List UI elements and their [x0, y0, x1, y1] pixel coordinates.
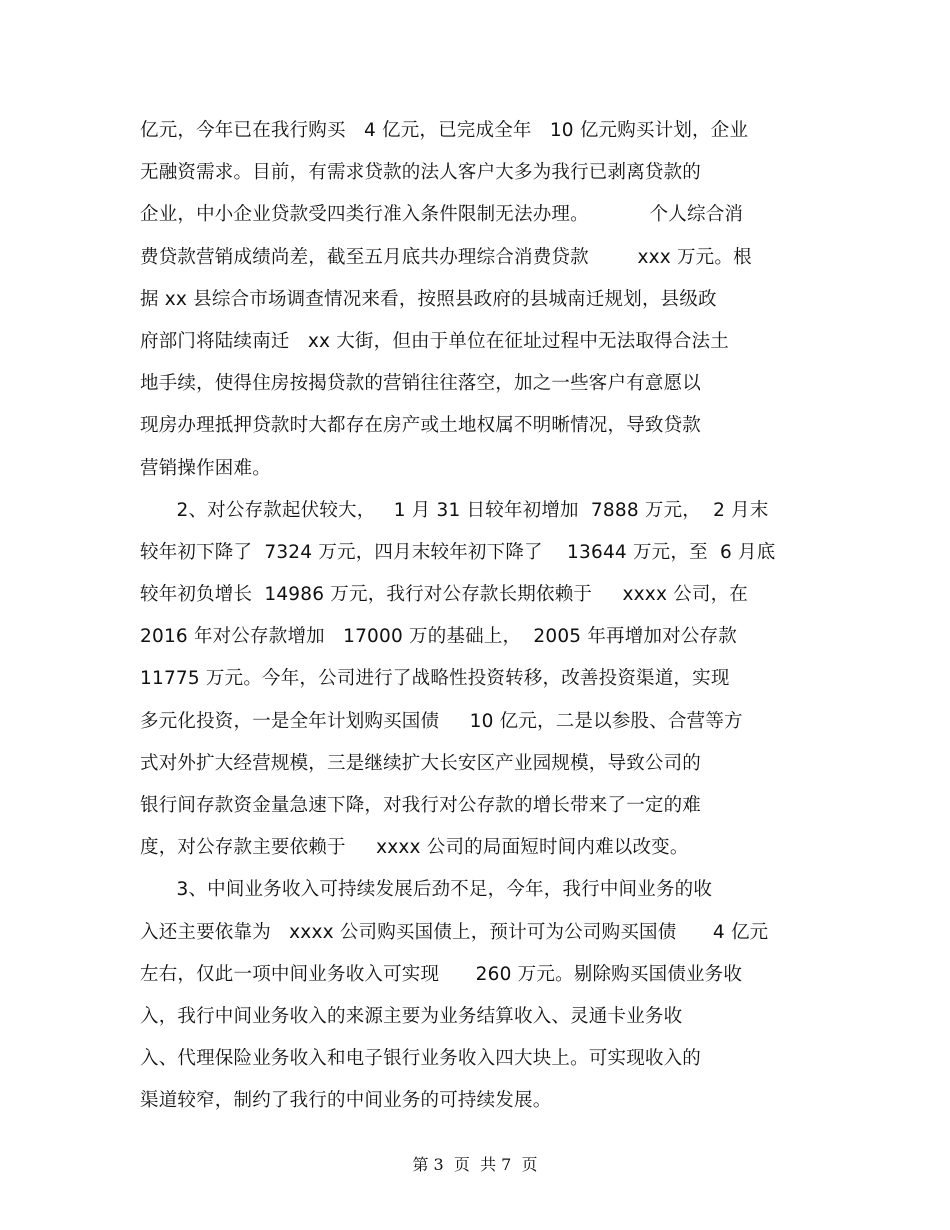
text-line-21: 左右，仅此一项中间业务收入可实现 260 万元。剔除购买国债业务收 — [140, 963, 743, 985]
text-line-20: 入还主要依靠为 xxxx 公司购买国债上，预计可为公司购买国债 4 亿元 — [140, 921, 769, 943]
text-line-2: 无融资需求。目前，有需求贷款的法人客户大多为我行已剥离贷款的 — [140, 162, 702, 184]
text-line-14: 11775 万元。今年，公司进行了战略性投资转移，改善投资渠道，实现 — [140, 668, 730, 690]
text-line-5: 据 xx 县综合市场调查情况来看，按照县政府的县城南迁规划，县级政 — [140, 288, 717, 310]
text-line-16: 式对外扩大经营规模，三是继续扩大长安区产业园规模，导致公司的 — [140, 752, 702, 774]
text-line-9: 营销操作困难。 — [140, 457, 271, 479]
text-line-8: 现房办理抵押贷款时大都存在房产或土地权属不明晰情况，导致贷款 — [140, 415, 702, 437]
text-line-3: 企业，中小企业贷款受四类行准入条件限制无法办理。 个人综合消 — [140, 204, 744, 226]
text-line-15: 多元化投资，一是全年计划购买国债 10 亿元，二是以参股、合营等方 — [140, 710, 743, 732]
text-line-19: 3、中间业务收入可持续发展后劲不足，今年，我行中间业务的收 — [140, 879, 713, 901]
text-line-6: 府部门将陆续南迁 xx 大街，但由于单位在征址过程中无法取得合法土 — [140, 330, 729, 352]
text-line-10: 2、对公存款起伏较大， 1 月 31 日较年初增加 7888 万元， 2 月末 — [140, 499, 769, 521]
text-line-24: 渠道较窄，制约了我行的中间业务的可持续发展。 — [140, 1090, 552, 1112]
text-line-23: 入、代理保险业务收入和电子银行业务收入四大块上。可实现收入的 — [140, 1048, 702, 1070]
text-line-12: 较年初负增长 14986 万元，我行对公存款长期依赖于 xxxx 公司，在 — [140, 584, 748, 606]
text-line-1: 亿元，今年已在我行购买 4 亿元，已完成全年 10 亿元购买计划，企业 — [140, 120, 749, 141]
text-line-22: 入，我行中间业务收入的来源主要为业务结算收入、灵通卡业务收 — [140, 1005, 683, 1027]
text-line-17: 银行间存款资金量急速下降，对我行对公存款的增长带来了一定的难 — [140, 795, 702, 816]
text-line-13: 2016 年对公存款增加 17000 万的基础上， 2005 年再增加对公存款 — [140, 626, 737, 648]
text-line-18: 度，对公存款主要依赖于 xxxx 公司的局面短时间内难以改变。 — [140, 837, 689, 859]
text-line-11: 较年初下降了 7324 万元，四月末较年初下降了 13644 万元，至 6 月底 — [140, 541, 776, 563]
text-line-4: 费贷款营销成绩尚差，截至五月底共办理综合消费贷款 xxx 万元。根 — [140, 246, 752, 268]
body-text — [140, 110, 820, 1123]
text-line-7: 地手续，使得住房按揭贷款的营销往往落空，加之一些客户有意愿以 — [140, 373, 702, 395]
page-number-footer: 第 3 页 共 7 页 — [412, 1155, 538, 1174]
